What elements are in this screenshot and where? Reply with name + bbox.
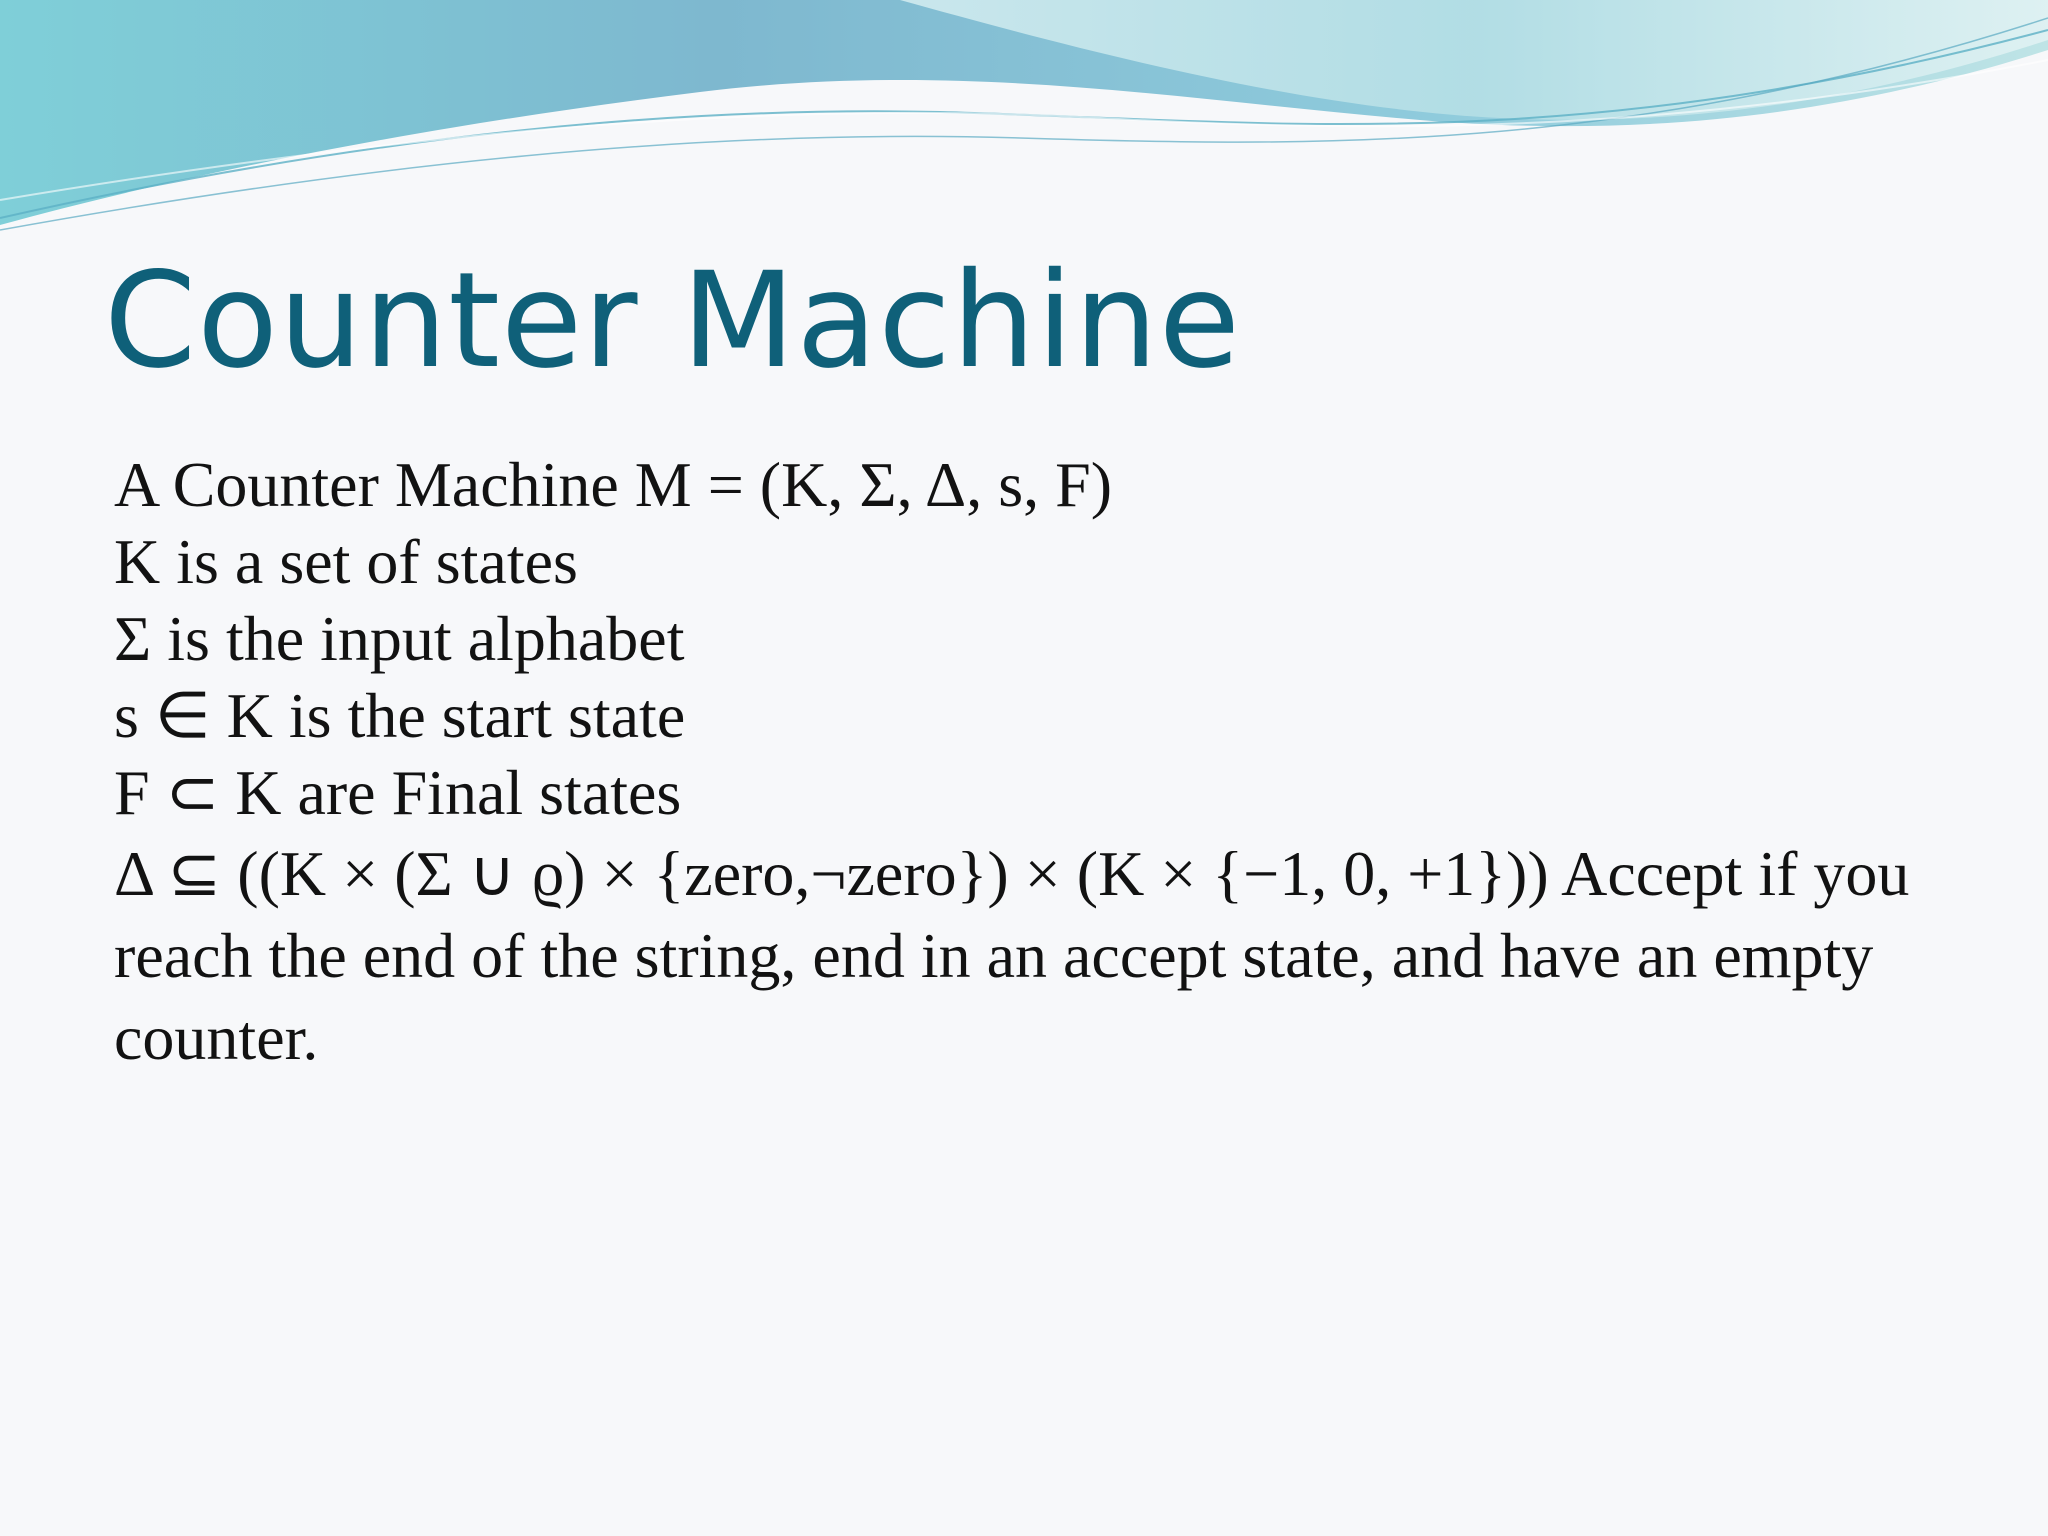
header-wave-decoration bbox=[0, 0, 2048, 240]
states-line: K is a set of states bbox=[114, 526, 578, 597]
alphabet-line: Σ is the input alphabet bbox=[114, 603, 685, 674]
transition-relation: Δ ⊆ ((K × (Σ ∪ ϱ) × {zero,¬zero}) × (K × {−1, 0, +1})) bbox=[114, 838, 1549, 909]
start-state-line: s ∈ K is the start state bbox=[114, 680, 686, 751]
slide-body bbox=[114, 446, 1954, 1079]
slide-title: Counter Machine bbox=[104, 244, 1241, 398]
accept-condition: Accept if you reach the end of the string, end in an accept state, and have an empty counter. bbox=[114, 838, 1910, 1073]
definition-line: A Counter Machine M = (K, Σ, Δ, s, F) bbox=[114, 449, 1112, 520]
transition-paragraph bbox=[114, 833, 1954, 1079]
final-states-line: F ⊂ K are Final states bbox=[114, 757, 682, 828]
